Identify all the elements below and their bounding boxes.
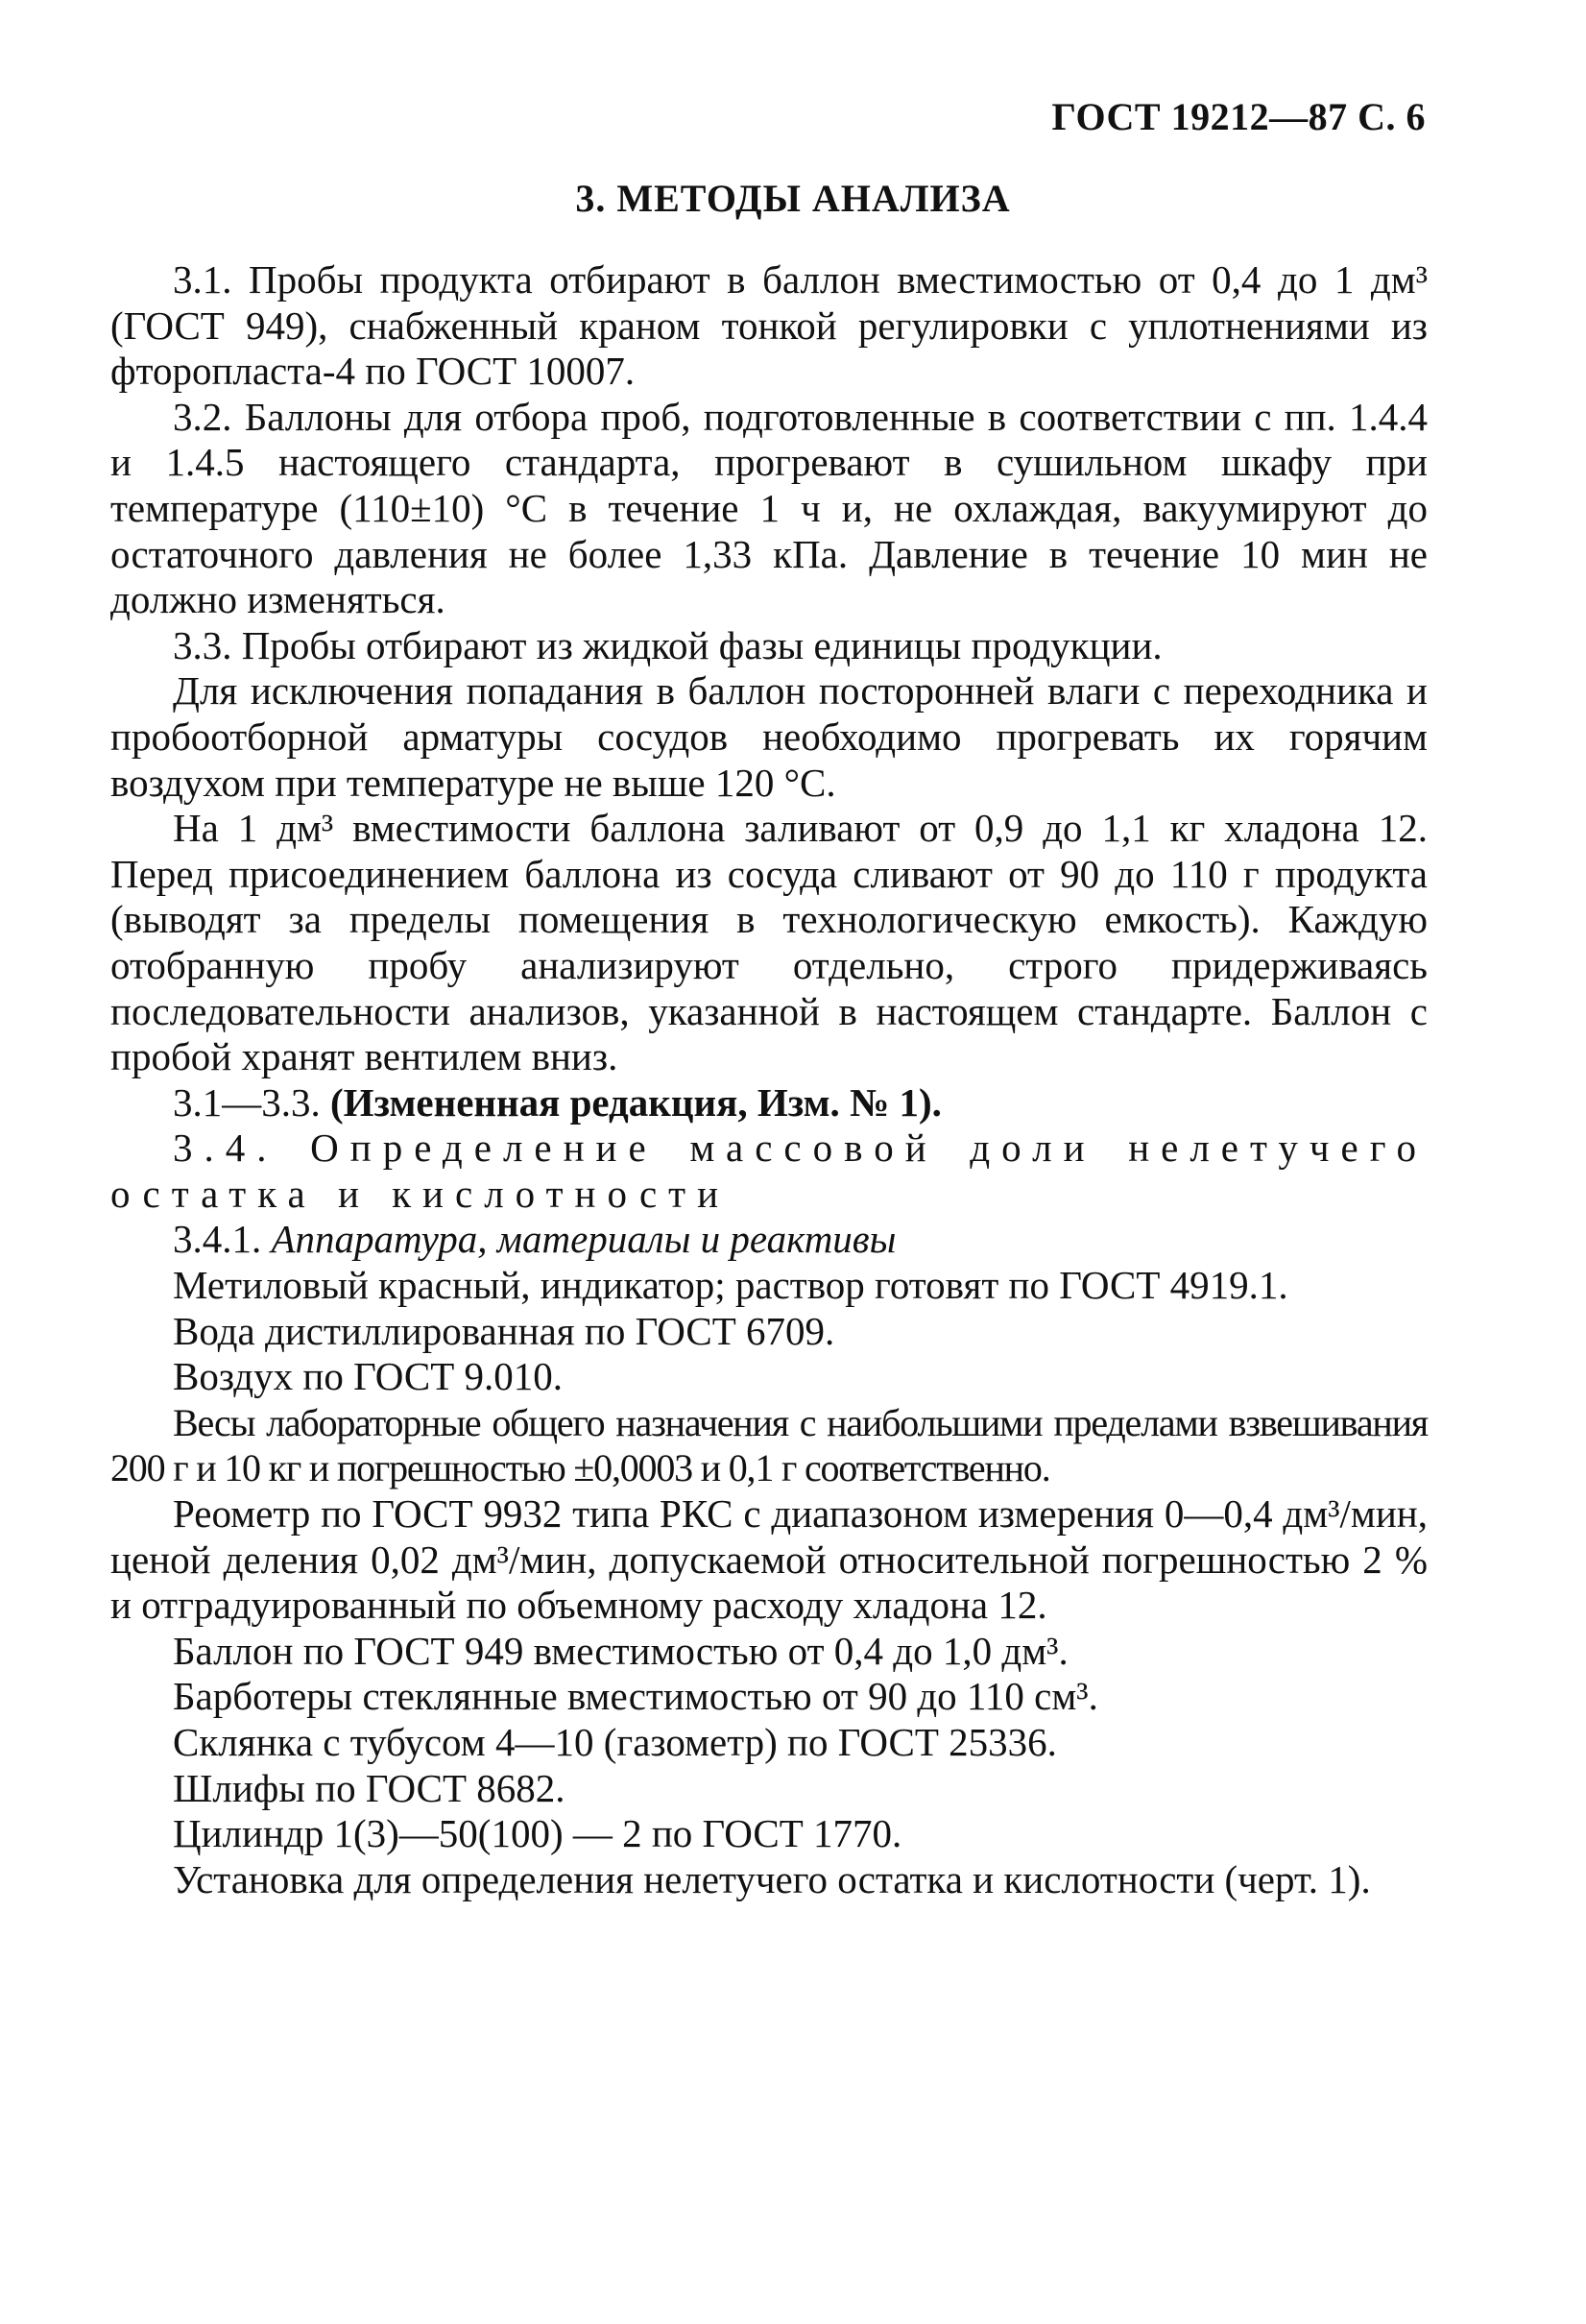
- item-flask: Склянка с тубусом 4—10 (газометр) по ГОСТ 25336.: [173, 1720, 1057, 1764]
- paragraph-3-1: 3.1. Пробы продукта отбирают в баллон вместимостью от 0,4 до 1 дм³ (ГОСТ 949), снабженный краном тонкой регулировки с уплотнениями из фторопласта-4 по ГОСТ 10007.: [110, 257, 1428, 394]
- document-header: ГОСТ 19212—87 С. 6: [1051, 95, 1426, 138]
- item-joints: Шлифы по ГОСТ 8682.: [173, 1765, 565, 1810]
- subsection-title: Аппаратура, материалы и реактивы: [271, 1217, 897, 1262]
- amendment-label: (Измененная редакция, Изм. № 1).: [330, 1079, 942, 1125]
- paragraph-3-3-moisture: Для исключения попадания в баллон посторонней влаги с переходника и пробоотборной арматуры сосудов необходимо прогревать их горячим воздухом при температуре не выше 120 °С.: [110, 668, 1428, 805]
- item-distilled-water: Вода дистиллированная по ГОСТ 6709.: [173, 1308, 835, 1353]
- paragraph-3-3-filling: На 1 дм³ вместимости баллона заливают от 0,9 до 1,1 кг хладона 12. Перед присоединением баллона из сосуда сливают от 90 до 110 г продукта (выводят за пределы помещения в технологическую емкость). Каждую отобранную пробу анализируют отдельно, строго придерживаясь последовательности анализов, указанной в настоящем стандарте. Баллон с пробой хранят вентилем вниз.: [110, 806, 1428, 1079]
- amendment-range: 3.1—3.3.: [173, 1079, 330, 1125]
- section-title: 3. МЕТОДЫ АНАЛИЗА: [575, 177, 1011, 220]
- item-scales: Весы лабораторные общего назначения с наибольшими пределами взвешивания 200 г и 10 кг и погрешностью ±0,0003 и 0,1 г соответственно.: [110, 1400, 1428, 1490]
- subsection-number: 3.4.1.: [173, 1217, 272, 1262]
- document-body: [110, 257, 1428, 1902]
- item-balloon: Баллон по ГОСТ 949 вместимостью от 0,4 до 1,0 дм³.: [173, 1628, 1069, 1673]
- item-methyl-red: Метиловый красный, индикатор; раствор готовят по ГОСТ 4919.1.: [173, 1263, 1288, 1308]
- item-setup: Установка для определения нелетучего остатка и кислотности (черт. 1).: [173, 1856, 1371, 1901]
- paragraph-3-4-heading: 3.4. Определение массовой доли нелетучего остатка и кислотности: [110, 1126, 1428, 1216]
- paragraph-3-3: 3.3. Пробы отбирают из жидкой фазы единицы продукции.: [173, 622, 1163, 667]
- amendment-note: [110, 1080, 1428, 1126]
- item-rheometer: Реометр по ГОСТ 9932 типа РКС с диапазоном измерения 0—0,4 дм³/мин, ценой деления 0,02 дм³/мин, допускаемой относительной погрешностью 2 % и отградуированный по объемному расходу хладона 12.: [110, 1491, 1428, 1628]
- paragraph-3-2: 3.2. Баллоны для отбора проб, подготовленные в соответствии с пп. 1.4.4 и 1.4.5 настоящего стандарта, прогревают в сушильном шкафу при температуре (110±10) °С в течение 1 ч и, не охлаждая, вакуумируют до остаточного давления не более 1,33 кПа. Давление в течение 10 мин не должно изменяться.: [110, 394, 1428, 622]
- item-air: Воздух по ГОСТ 9.010.: [173, 1354, 564, 1399]
- item-bubblers: Барботеры стеклянные вместимостью от 90 до 110 см³.: [173, 1674, 1098, 1719]
- paragraph-3-4-1-heading: [110, 1217, 1428, 1263]
- item-cylinder: Цилиндр 1(3)—50(100) — 2 по ГОСТ 1770.: [173, 1811, 902, 1856]
